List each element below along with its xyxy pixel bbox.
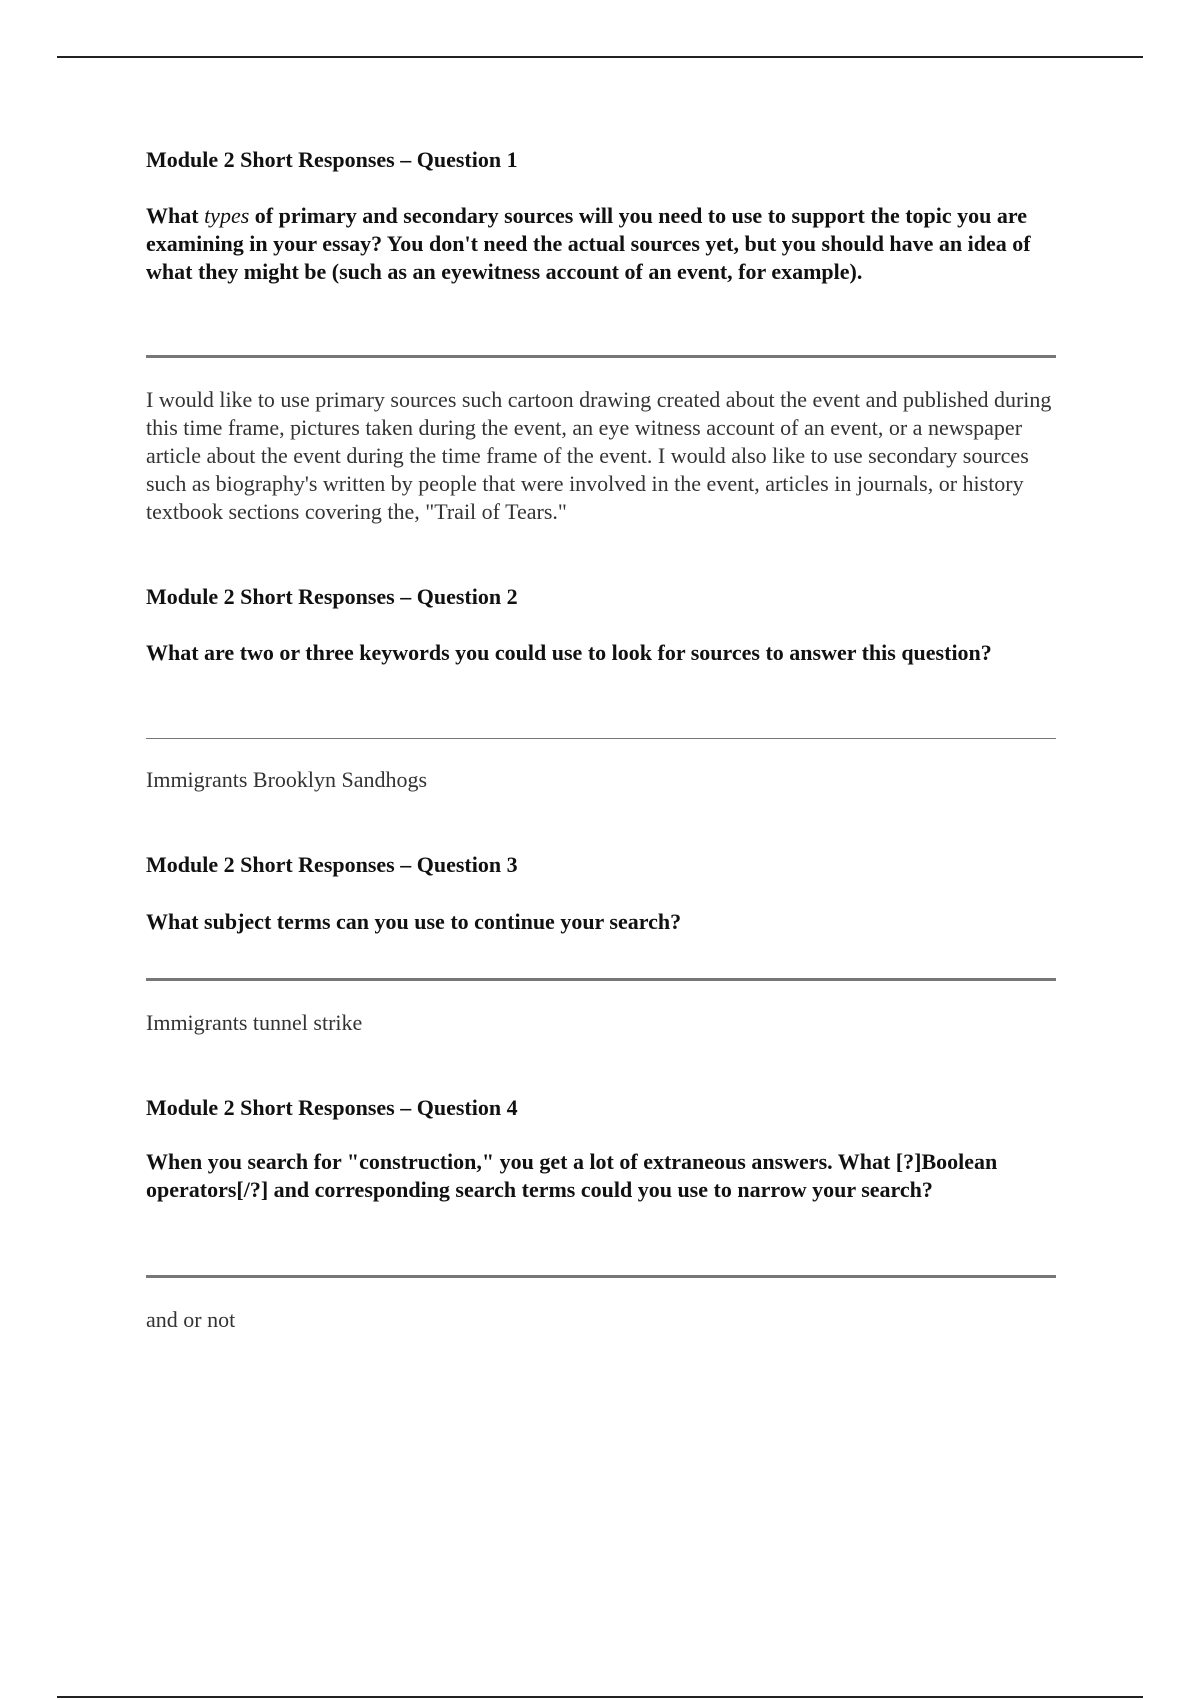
question-3-section bbox=[146, 851, 1056, 879]
question-2-prompt: What are two or three keywords you could use to look for sources to answer this question? bbox=[146, 640, 992, 665]
question-3-prompt: What subject terms can you use to continue your search? bbox=[146, 909, 682, 934]
question-2-prompt-block bbox=[146, 639, 1056, 667]
question-4-prompt-block bbox=[146, 1148, 1056, 1204]
question-3-answer-block bbox=[146, 1009, 1056, 1037]
question-4-prompt: When you search for "construction," you get a lot of extraneous answers. What [?]Boolean operators[/?] and corresponding search terms could you use to narrow your search? bbox=[146, 1149, 998, 1202]
question-4-answer-divider bbox=[146, 1275, 1056, 1278]
question-1-prompt-rest: of primary and secondary sources will you need to use to support the topic you are examining in your essay? You don't need the actual sources yet, but you should have an idea of what they might be (such as an eyewitness account of an event, for example). bbox=[146, 203, 1031, 284]
question-2-answer: Immigrants Brooklyn Sandhogs bbox=[146, 767, 428, 792]
question-4-heading: Module 2 Short Responses – Question 4 bbox=[146, 1095, 518, 1120]
question-3-heading: Module 2 Short Responses – Question 3 bbox=[146, 852, 518, 877]
question-2-answer-divider bbox=[146, 738, 1056, 739]
question-1-heading: Module 2 Short Responses – Question 1 bbox=[146, 147, 518, 172]
question-1-prompt-emphasis: types bbox=[204, 203, 250, 228]
question-4-answer-block bbox=[146, 1306, 1056, 1334]
page-top-rule bbox=[57, 56, 1143, 58]
question-1-section bbox=[146, 146, 1056, 174]
question-1-prompt-block bbox=[146, 202, 1056, 286]
question-2-section bbox=[146, 583, 1056, 611]
question-1-prompt-start: What bbox=[146, 203, 205, 228]
question-1-prompt bbox=[146, 202, 1056, 286]
question-1-answer-divider bbox=[146, 355, 1056, 358]
question-2-heading: Module 2 Short Responses – Question 2 bbox=[146, 584, 518, 609]
question-4-section bbox=[146, 1094, 1056, 1122]
question-4-answer: and or not bbox=[146, 1307, 236, 1332]
question-3-prompt-block bbox=[146, 908, 1056, 936]
question-1-answer: I would like to use primary sources such cartoon drawing created about the event and published during this time frame, pictures taken during the event, an eye witness account of an event, or a newspaper article about the event during the time frame of the event. I would also like to use secondary sources such as biography's written by people that were involved in the event, articles in journals, or history textbook sections covering the, "Trail of Tears." bbox=[146, 387, 1052, 524]
page-bottom-rule bbox=[57, 1696, 1143, 1698]
question-3-answer: Immigrants tunnel strike bbox=[146, 1010, 363, 1035]
question-2-answer-block bbox=[146, 766, 1056, 794]
question-1-answer-block bbox=[146, 386, 1056, 526]
question-3-answer-divider bbox=[146, 978, 1056, 981]
